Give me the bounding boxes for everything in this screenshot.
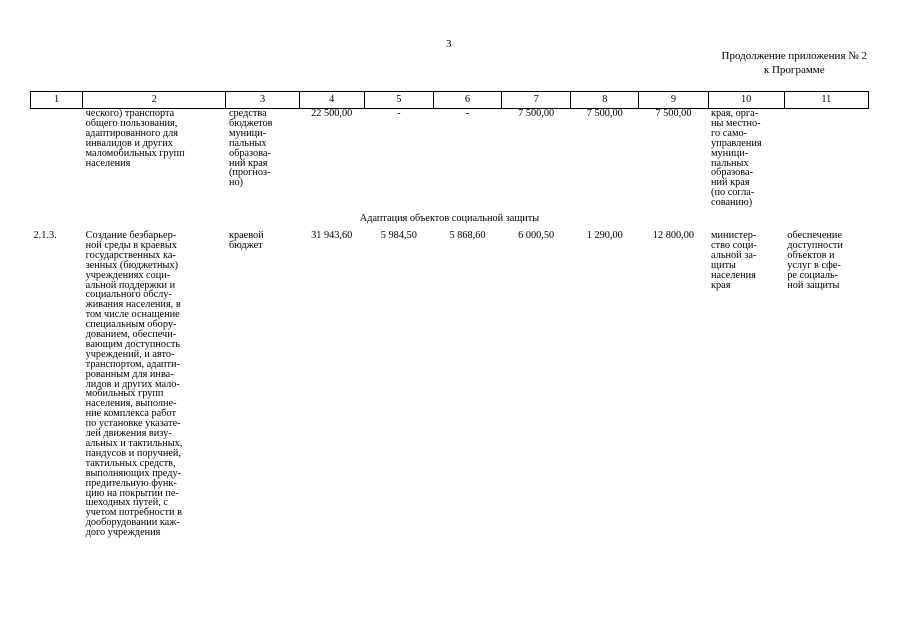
section-title: Адаптация объектов социальной защиты [359,213,540,225]
program-table [30,91,869,538]
amount-year-2: 5 868,60 [449,229,486,241]
expected-result [784,231,868,538]
column-number: 6 [433,92,501,109]
text-line: цию на покрытии пе- [85,487,179,499]
column-number: 4 [299,92,364,109]
text-line: сованию) [711,197,753,209]
text-line: вающим доступность [85,338,181,350]
text-line: альных и тактильных, [85,438,183,449]
text-line: населения [85,157,131,169]
text-line: края, орга- [711,108,759,119]
text-line: ре социаль- [787,269,839,281]
text-line: обеспечение [787,229,843,241]
text-line: ний края [711,177,750,189]
text-line: муници- [711,147,749,159]
funding-source [226,109,299,209]
text-line: края [711,279,731,291]
text-line: выполняющих преду- [85,467,182,479]
text-line: мобильных групп [85,388,164,400]
text-line: услуг в сфе- [787,259,841,271]
text-line: бюджетов [228,117,273,129]
text-line: ной защиты [787,279,840,291]
column-number: 2 [83,92,226,109]
text-line: щиты [711,259,736,271]
amount-year-3: 6 000,50 [518,229,555,241]
continuation-note [722,49,867,77]
column-number: 8 [571,92,639,109]
text-line: муници- [228,127,267,139]
text-line: министер- [711,229,757,241]
text-line: общего пользования, [85,117,178,129]
column-number: 5 [364,92,433,109]
text-line: альной поддержки и [85,279,176,291]
column-number: 11 [784,92,868,109]
text-line: маломобильных групп [85,147,185,159]
text-line: предительную функ- [85,477,177,489]
text-line: инвалидов и других [85,137,173,149]
text-line: социального обслу- [85,289,172,301]
row-number [31,109,83,209]
text-line: пальных [228,137,267,149]
text-line: образова- [228,147,271,159]
column-number: 10 [708,92,784,109]
funding-source [226,231,299,538]
text-line: Создание безбарьер- [85,229,177,241]
text-line: ние комплекса работ [85,408,176,420]
text-line: управления [711,137,762,149]
text-line: по установке указате- [85,418,181,430]
text-line: живания населения, в [85,299,181,311]
column-number: 3 [226,92,299,109]
text-line: ний края [228,157,268,169]
column-number-row [31,92,869,109]
total-amount: 31 943,60 [311,229,353,241]
text-line: учетом потребности в [85,507,182,519]
responsible-executor [708,231,784,538]
text-line: шеходных путей, с [85,497,168,509]
column-number: 1 [31,92,83,109]
text-line: учреждениях соци- [85,269,171,281]
column-number: 9 [639,92,708,109]
text-line: лей движения визу- [85,428,172,440]
text-line: государственных ка- [85,249,176,261]
amount-year-2: - [465,108,470,119]
text-line: объектов и [787,249,835,261]
text-line: средства [228,108,267,119]
measure-description [83,231,226,538]
text-line: дооборудовании каж- [85,517,180,529]
text-line: ство соци- [711,239,757,251]
text-line: (прогноз- [228,167,271,179]
text-line: рованным для инва- [85,368,174,380]
amount-year-1: - [397,108,401,119]
total-amount: 22 500,00 [311,108,353,119]
text-line: адаптированного для [85,127,178,139]
text-line: го само- [711,127,748,139]
expected-result [784,109,868,209]
text-line: лидов и других мало- [85,378,180,390]
text-line: специальным обору- [85,319,177,331]
amount-year-4: 7 500,00 [586,108,623,119]
amount-year-4: 1 290,00 [586,229,623,241]
text-line: ной среды в краевых [85,239,177,251]
amount-year-3: 7 500,00 [518,108,555,119]
text-line: доступности [787,239,843,251]
page-number: 3 [446,38,452,50]
text-line: краевой [228,229,264,241]
amount-year-1: 5 984,50 [380,229,417,241]
continuation-line-2: к Программе [763,64,825,76]
measure-description [83,109,226,209]
text-line: транспортом, адапти- [85,358,180,370]
table-row [31,231,869,538]
column-number: 7 [502,92,571,109]
text-line: пандусов и поручней, [85,447,181,459]
text-line: населения [711,269,756,281]
text-line: том числе оснащение [85,309,180,321]
text-line: ческого) транспорта [85,108,175,119]
section-row [31,208,869,231]
responsible-executor [708,109,784,209]
text-line: дованием, обеспечи- [85,329,177,341]
text-line: бюджет [228,239,263,251]
row-number: 2.1.3. [33,229,57,241]
table-row [31,109,869,209]
amount-year-5: 7 500,00 [655,108,692,119]
text-line: учреждений, и авто- [85,348,175,360]
text-line: (по согла- [711,187,755,199]
amount-year-5: 12 800,00 [652,229,695,241]
text-line: альной за- [711,249,757,261]
text-line: тактильных средств, [85,457,176,469]
text-line: образова- [711,167,754,179]
text-line: пальных [711,157,749,169]
text-line: дого учреждения [85,527,161,539]
continuation-line-1: Продолжение приложения № 2 [721,50,867,62]
text-line: ны местно- [711,117,761,129]
text-line: но) [228,177,244,189]
text-line: зенных (бюджетных) [85,259,179,271]
text-line: населения, выполне- [85,398,177,410]
